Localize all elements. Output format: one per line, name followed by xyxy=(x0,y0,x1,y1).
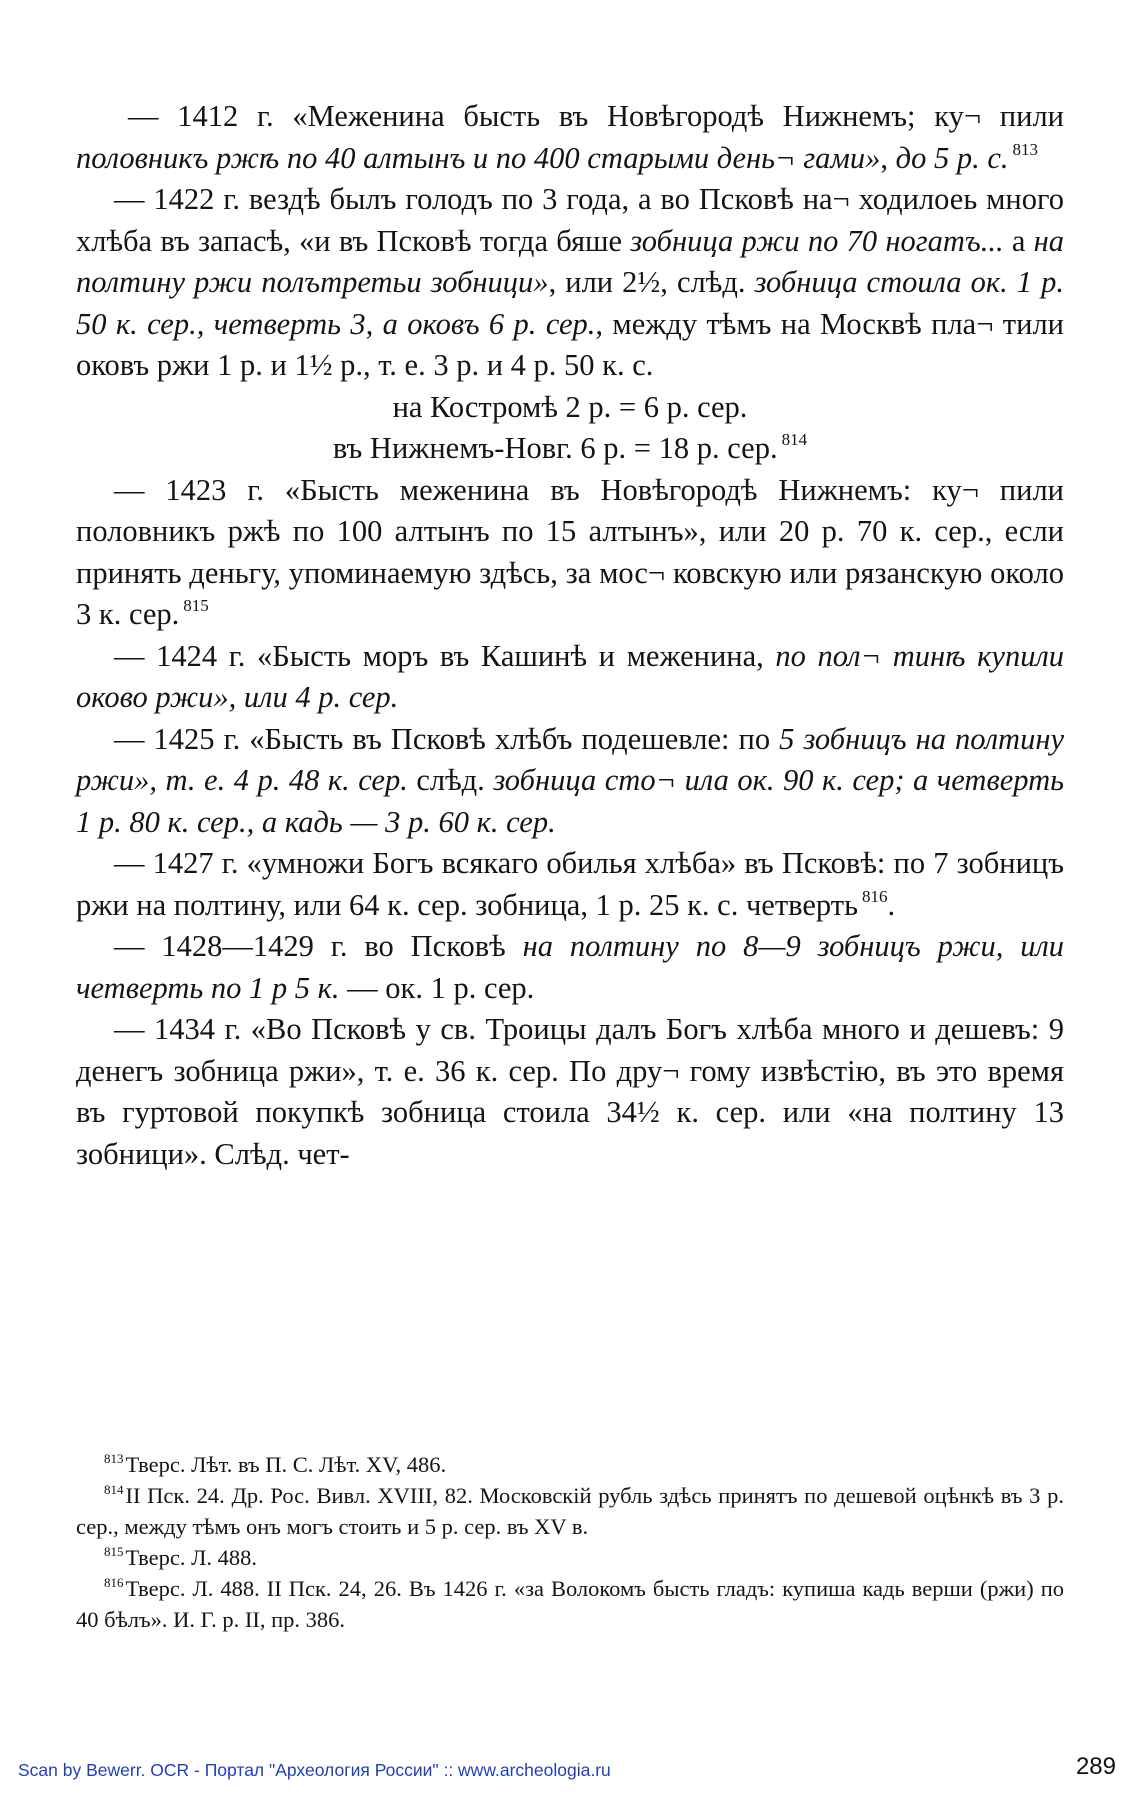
italic-text: зобница сто¬ ила ок. 90 к. сер; а четверть 1 р. 80 к. сер., а кадь — 3 р. 60 к. сер. xyxy=(76,763,1064,839)
footnote-text: Тверс. Л. 488. II Пск. 24, 26. Въ 1426 г. «за Волокомъ бысть гладъ: купиша кадь верши (ржи) по 40 бѣлъ». И. Г. р. II, пр. 386. xyxy=(76,1576,1064,1632)
text-run: — 1423 г. «Бысть меженина въ Новѣгородѣ Нижнемъ: ку¬ пили половникъ ржѣ по 100 алтынъ по 15 алтынъ», или 20 р. 70 к. сер., если принять деньгу, упоминаемую здѣсь, за мос¬ ковскую или рязанскую около 3 к. сер. xyxy=(76,472,1064,631)
text-run: — 1422 г. вездѣ былъ голодъ по 3 года, а во Псковѣ на¬ ходилоеь много хлѣба въ запасѣ, «и въ Псковѣ тогда бяше xyxy=(76,182,1064,258)
footnote-ref: 813 xyxy=(1012,139,1038,159)
footnote-text: Тверс. Лѣт. въ П. С. Лѣт. XV, 486. xyxy=(125,1452,447,1477)
paragraph xyxy=(76,1009,1064,1175)
text-run: — 1412 г. «Меженина бысть въ Новѣгородѣ Нижнемъ; ку¬ пили xyxy=(128,99,1064,133)
text-run: на Костромѣ 2 р. = 6 р. сер. xyxy=(392,389,748,424)
italic-text: зобница стоила ок. 1 р. 50 к. сер., четверть 3, а оковъ 6 р. сер., xyxy=(76,265,1064,341)
footnote-ref: 816 xyxy=(862,886,888,906)
paragraph xyxy=(76,719,1064,844)
italic-text: по пол¬ тинѣ купили оково ржи», или 4 р. сер. xyxy=(76,638,1064,714)
scan-credit-link[interactable]: Scan by Bewerr. OCR - Портал "Археология России" :: www.archeologia.ru xyxy=(18,1760,611,1780)
main-text xyxy=(76,96,1064,1175)
italic-text: на полтину ржи полътретьи зобници» xyxy=(76,223,1065,299)
text-run: , или 2½, слѣд. xyxy=(548,265,755,299)
centered-line xyxy=(76,428,1064,470)
footnote-text: II Пск. 24. Др. Рос. Вивл. XVIII, 82. Московскiй рубль здѣсь принятъ по дешевой оцѣнкѣ въ 3 р. сер., между тѣмъ онъ могъ стоить и 5 р. сер. въ XV в. xyxy=(76,1483,1064,1539)
centered-line xyxy=(76,387,1064,429)
footnotes xyxy=(76,1449,1064,1635)
footnote-number: 813 xyxy=(104,1451,124,1466)
footnote-number: 814 xyxy=(104,1482,124,1497)
text-run: , xyxy=(880,140,896,175)
italic-text: до 5 р. с. xyxy=(895,140,1009,175)
italic-text: половникъ ржѣ по 40 алтынъ и по 400 старыми день¬ гами» xyxy=(76,140,881,175)
italic-text: 5 зобницъ на полтину ржи», xyxy=(76,721,1064,797)
text-run: слѣд. xyxy=(407,763,494,797)
text-run: — 1428—1429 г. во Псковѣ xyxy=(114,929,523,963)
paragraph xyxy=(76,636,1064,719)
paragraph xyxy=(76,179,1064,387)
page-footer xyxy=(0,1750,1140,1790)
text-run: — 1427 г. «умножи Богъ всякаго обилья хлѣба» въ Псковѣ: по 7 зобницъ ржи на полтину, или 64 к. сер. зобница, 1 р. 25 к. с. четверть xyxy=(76,846,1064,922)
footnote-ref: 814 xyxy=(781,430,808,449)
paragraph xyxy=(76,843,1064,926)
footnote-ref: 815 xyxy=(183,596,209,615)
text-run: — ок. 1 р. сер. xyxy=(339,970,535,1005)
italic-text: на полтину по 8—9 зобницъ ржи, или четверть по 1 р 5 к. xyxy=(76,929,1065,1005)
text-run: между тѣмъ на Москвѣ пла¬ тили оковъ ржи 1 р. и 1½ р., т. е. 3 р. и 4 р. 50 к. с. xyxy=(76,306,1064,382)
text-run: . xyxy=(887,887,896,922)
paragraph xyxy=(76,96,1064,179)
footnote xyxy=(76,1573,1064,1635)
text-run: а xyxy=(1003,223,1034,258)
footnote xyxy=(76,1449,1064,1480)
paragraph xyxy=(76,470,1064,636)
footnote-number: 815 xyxy=(104,1544,124,1559)
footnote xyxy=(76,1480,1064,1542)
italic-text: т. е. 4 р. 48 к. сер. xyxy=(165,763,408,797)
text-run xyxy=(157,763,166,797)
footnote xyxy=(76,1542,1064,1573)
paragraph xyxy=(76,926,1064,1009)
text-run: — 1425 г. «Бысть въ Псковѣ хлѣбъ подешевле: по xyxy=(114,721,780,756)
page-number: 289 xyxy=(1075,1753,1116,1780)
footnote-number: 816 xyxy=(104,1575,124,1590)
footnote-text: Тверс. Л. 488. xyxy=(125,1545,257,1570)
text-run: — 1424 г. «Бысть моръ въ Кашинѣ и меженина, xyxy=(114,638,776,673)
italic-text: зобница ржи по 70 ногатъ... xyxy=(630,223,1004,258)
text-run: — 1434 г. «Во Псковѣ у св. Троицы далъ Богъ хлѣба много и дешевъ: 9 денегъ зобница ржи», т. е. 36 к. сер. По дру¬ гому извѣстiю, въ это время въ гуртовой покупкѣ зобница стоила 34½ к. сер. или «на полтину 13 зобници». Слѣд. чет- xyxy=(76,1012,1064,1171)
text-run: въ Нижнемъ-Новг. 6 р. = 18 р. сер. xyxy=(332,431,778,465)
